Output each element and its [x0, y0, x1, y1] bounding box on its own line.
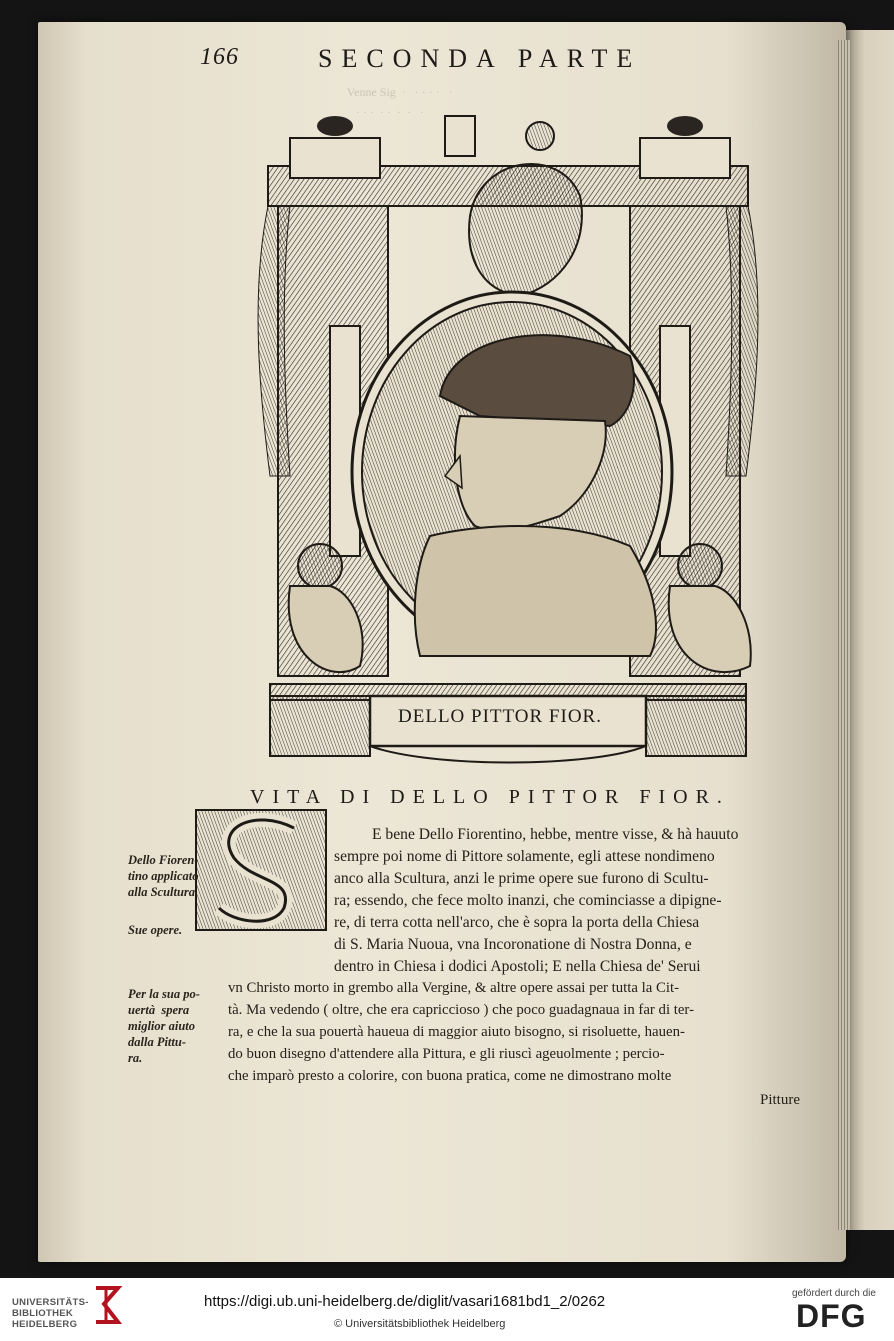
text-line: di S. Maria Nuoua, vna Incoronatione di Nostra Donna, e [334, 936, 692, 953]
margin-note: Sue opere. [128, 923, 183, 937]
text-line: E bene Dello Fiorentino, hebbe, mentre visse, & hà hauuto [372, 826, 739, 843]
page-permalink[interactable]: https://digi.ub.uni-heidelberg.de/diglit/vasari1681bd1_2/0262 [204, 1293, 606, 1310]
text-line: ra; essendo, che fece molto inanzi, che cominciasse a dipigne- [334, 892, 722, 909]
text-line: che imparò presto a colorire, con buona pratica, come ne dimostrano molte [228, 1068, 672, 1084]
text-line: ra, e che la sua pouertà haueua di maggior aiuto bisogno, si risoluette, hauen- [228, 1024, 685, 1040]
dfg-logo: DFG [796, 1298, 867, 1334]
decorated-initial-s [194, 808, 328, 932]
running-head: SECONDA PARTE [318, 44, 642, 73]
margin-note: Dello Fioren- tino applicato alla Scultura. [128, 853, 199, 899]
library-logo-text: UNIVERSITÄTS- BIBLIOTHEK HEIDELBERG [12, 1297, 89, 1330]
library-logo-icon [88, 1284, 128, 1326]
funding-note: gefördert durch die [792, 1288, 876, 1299]
text-line: vn Christo morto in grembo alla Vergine, & altre opere assai per tutta la Cit- [228, 980, 680, 996]
chapter-title: VITA DI DELLO PITTOR FIOR. [250, 786, 730, 808]
copyright-notice: © Universitätsbibliothek Heidelberg [334, 1318, 506, 1330]
catchword: Pitture [760, 1092, 800, 1108]
facing-page-fragment [846, 30, 894, 1230]
text-line: tà. Ma vedendo ( oltre, che era capriccioso ) che poco guadagnaua in far di ter- [228, 1002, 694, 1018]
show-through-text: Venne Sig · · · · · · · · · · · · · · [346, 85, 453, 119]
text-line: sempre poi nome di Pittore solamente, egli attese nondimeno [334, 848, 715, 865]
text-line: do buon disegno d'attendere alla Pittura, e gli riuscì ageuolmente ; percio- [228, 1046, 665, 1062]
text-line: dentro in Chiesa i dodici Apostoli; E nella Chiesa de' Serui [334, 958, 701, 975]
woodcut-portrait-frame [230, 96, 786, 764]
folio-number: 166 [200, 44, 239, 70]
text-line: anco alla Scultura, anzi le prime opere sue furono di Scultu- [334, 870, 709, 887]
text-line: re, di terra cotta nell'arco, che è sopra la porta della Chiesa [334, 914, 700, 931]
margin-note: Per la sua po- uertà spera miglior aiuto dalla Pittu- ra. [128, 987, 200, 1065]
page-edges [838, 40, 850, 1230]
portrait-caption: DELLO PITTOR FIOR. [398, 706, 602, 727]
